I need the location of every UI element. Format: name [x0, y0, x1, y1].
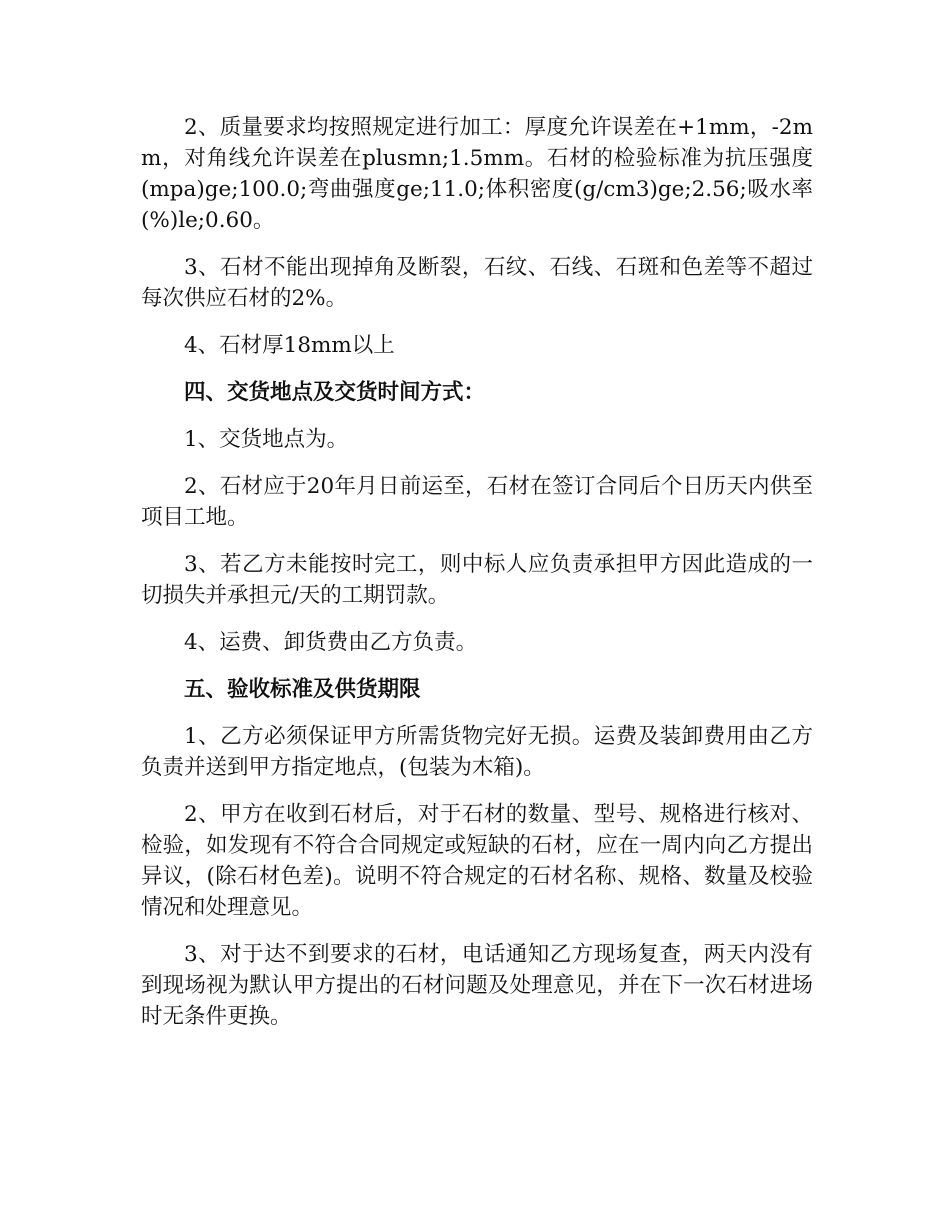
document-page	[141, 112, 813, 1048]
paragraph-goods-intact: 1、乙方必须保证甲方所需货物完好无损。运费及装卸费用由乙方负责并送到甲方指定地点，(包装为木箱)。	[141, 724, 813, 780]
paragraph-defect-limits: 3、石材不能出现掉角及断裂，石纹、石线、石斑和色差等不超过每次供应石材的2%。	[141, 255, 813, 311]
paragraph-inspection: 2、甲方在收到石材后，对于石材的数量、型号、规格进行核对、检验，如发现有不符合合同规定或短缺的石材，应在一周内向乙方提出异议，(除石材色差)。说明不符合规定的石材名称、规格、数量及校验情况和处理意见。	[141, 802, 813, 920]
paragraph-thickness: 4、石材厚18mm以上	[184, 333, 395, 358]
paragraph-delivery-time: 2、石材应于20年月日前运至，石材在签订合同后个日历天内供至项目工地。	[141, 474, 813, 530]
paragraph-freight: 4、运费、卸货费由乙方负责。	[184, 630, 478, 655]
section-heading-delivery: 四、交货地点及交货时间方式：	[184, 380, 486, 405]
paragraph-quality-requirements: 2、质量要求均按照规定进行加工：厚度允许误差在+1mm，-2mm，对角线允许误差在plusmn;1.5mm。石材的检验标准为抗压强度(mpa)ge;100.0;弯曲强度ge;11.0;体积密度(g/cm3)ge;2.56;吸水率(%)le;0.60。	[141, 115, 813, 233]
paragraph-replacement: 3、对于达不到要求的石材，电话通知乙方现场复查，两天内没有到现场视为默认甲方提出的石材问题及处理意见，并在下一次石材进场时无条件更换。	[141, 942, 813, 1029]
paragraph-delay-penalty: 3、若乙方未能按时完工，则中标人应负责承担甲方因此造成的一切损失并承担元/天的工期罚款。	[141, 552, 813, 608]
section-heading-acceptance: 五、验收标准及供货期限	[184, 677, 421, 702]
paragraph-delivery-location: 1、交货地点为。	[184, 427, 349, 452]
